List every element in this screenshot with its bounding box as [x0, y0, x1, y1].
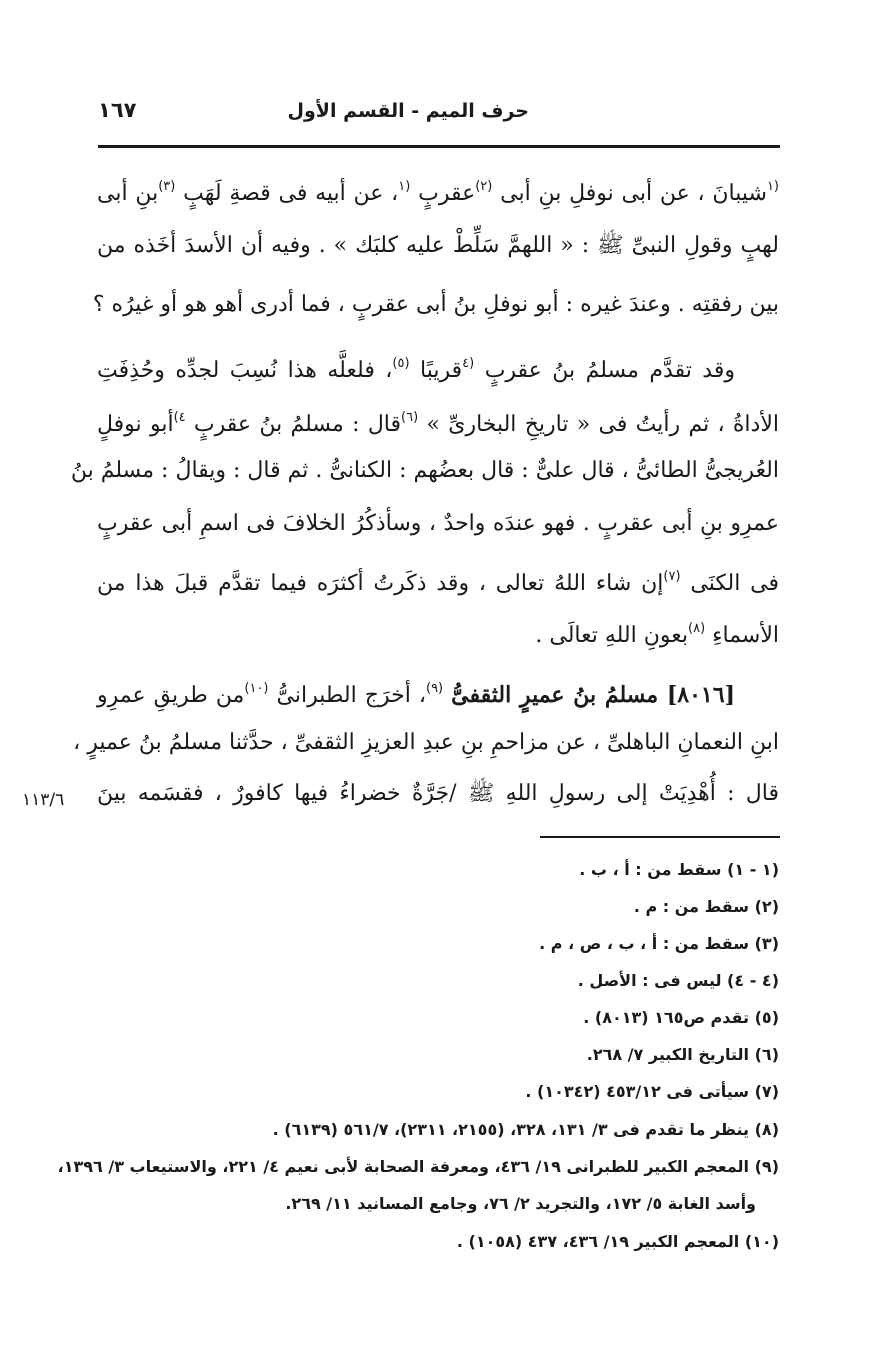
footnote-item: (١٠) المعجم الكبير ١٩/ ٤٣٦، ٤٣٧ (١٠٥٨) .: [456, 1232, 779, 1251]
body-text: ، عن أبيه فى قصةِ لَهَبٍ: [183, 181, 399, 206]
running-header-title: حرف الميم - القسم الأول: [287, 100, 529, 122]
header-rule: [98, 145, 780, 148]
body-line: [97, 349, 779, 386]
footnote-separator: [540, 836, 780, 838]
entry-heading: [٨٠١٦] مسلمُ بنُ عميرٍ الثقفىُّ: [451, 682, 735, 708]
footnote-item: وأسد الغابة ٥/ ١٧٢، والتجريد ٢/ ٧٦، وجامع المسانيد ١١/ ٢٦٩.: [285, 1194, 756, 1213]
body-line: [73, 728, 779, 758]
footnote-marker[interactable]: ٤): [173, 410, 186, 425]
body-line: [97, 172, 779, 209]
body-line: [97, 403, 779, 440]
body-text: عمرِو بنِ أبى عقربٍ . فهو عندَه واحدٌ ، وسأذكُرُ الخلافَ فى اسمِ أبى عقربٍ: [97, 511, 779, 536]
body-text: العُريجىُّ الطائىُّ ، قال علىٌّ : قال بعضُهم : الكنانىُّ . ثم قال : ويقالُ : مسلمُ بنُ: [70, 458, 779, 483]
body-text: الأسماءِ: [712, 623, 779, 648]
footnote-marker[interactable]: (١: [766, 179, 779, 194]
footnote-item: (١ - ١) سقط من : أ ، ب .: [579, 860, 779, 879]
footnote-item: (٥) تقدم ص١٦٥ (٨٠١٣) .: [583, 1008, 779, 1027]
body-line: [97, 779, 779, 809]
footnote-marker[interactable]: (٢): [475, 179, 493, 194]
body-text: إن شاء اللهُ تعالى ، وقد ذكَرتُ أكثرَه فيما تقدَّم قبلَ هذا من: [97, 571, 664, 596]
body-text: ، أخرَج الطبرانىُّ: [276, 683, 426, 708]
body-text: أبو نوفلٍ: [97, 412, 174, 437]
body-text: وقد تقدَّم مسلمُ بنُ عقربٍ: [484, 358, 735, 383]
body-text: قال : أُهْدِيَتْ إلى رسولِ اللهِ ﷺ /جَرَّةٌ خضراءُ فيها كافورٌ ، فقسَمه بينَ: [97, 781, 779, 806]
body-line: [97, 562, 779, 599]
body-line: [92, 290, 779, 320]
body-line: [97, 614, 779, 651]
footnote-marker[interactable]: (٧): [663, 569, 681, 584]
body-line: [97, 509, 779, 539]
body-text: شيبانَ ، عن أبى نوفلِ بنِ أبى: [500, 181, 767, 206]
footnote-item: (٤ - ٤) ليس فى : الأصل .: [577, 971, 779, 990]
footnote-marker[interactable]: (٩): [425, 681, 444, 696]
body-text: بنِ أبى: [97, 181, 159, 206]
footnote-marker[interactable]: (١٠): [244, 681, 269, 696]
body-text: الأداةُ ، ثم رأيتُ فى « تاريخِ البخارىِّ »: [426, 412, 779, 437]
footnote-item: (٩) المعجم الكبير للطبرانى ١٩/ ٤٣٦، ومعرفة الصحابة لأبى نعيم ٤/ ٢٢١، والاستيعاب ٣/ ١٣٩٦،: [57, 1157, 779, 1176]
body-text: لهبٍ وقولِ النبىِّ ﷺ : « اللهمَّ سَلِّطْ عليه كلبَك » . وفيه أن الأسدَ أخَذه من: [97, 233, 779, 258]
body-text: بين رفقتِه . وعندَ غيره : أبو نوفلِ بنُ أبى عقربٍ ، فما أدرى أهو هو أو غيرُه ؟: [92, 292, 779, 317]
footnote-item: (٦) التاريخ الكبير ٧/ ٢٦٨.: [586, 1045, 779, 1064]
footnote-item: (٨) ينظر ما تقدم فى ٣/ ١٣١، ٣٢٨، (٢١٥٥، ٢٣١١)، ٥٦١/٧ (٦١٣٩) .: [272, 1120, 779, 1139]
footnote-item: (٢) سقط من : م .: [633, 897, 779, 916]
body-text: قال : مسلمُ بنُ عقربٍ: [193, 412, 402, 437]
footnote-marker[interactable]: (٨): [688, 621, 706, 636]
body-text: قريبًا: [420, 358, 463, 383]
body-text: من طريقِ عمرِو: [97, 683, 245, 708]
body-line: [70, 456, 779, 486]
body-text: ، فلعلَّه هذا نُسِبَ لجدِّه وحُذِفَتِ: [97, 358, 393, 383]
body-text: فى الكنَى: [690, 571, 779, 596]
body-text: عقربٍ: [418, 181, 476, 206]
page-number: ١٦٧: [98, 98, 137, 122]
footnote-marker[interactable]: (١: [398, 179, 411, 194]
footnote-marker[interactable]: (٥): [392, 356, 410, 371]
footnote-marker[interactable]: (٤: [462, 356, 475, 371]
body-text: بعونِ اللهِ تعالَى .: [535, 623, 688, 648]
footnote-marker[interactable]: (٣): [158, 179, 176, 194]
footnote-item: (٣) سقط من : أ ، ب ، ص ، م .: [539, 934, 779, 953]
margin-reference: ١١٣/٦: [22, 790, 65, 810]
footnote-item: (٧) سيأتى فى ٤٥٣/١٢ (١٠٣٤٢) .: [525, 1082, 779, 1101]
body-line: [97, 231, 779, 261]
footnote-marker[interactable]: (٦): [401, 410, 419, 425]
body-text: ابنِ النعمانِ الباهلىِّ ، عن مزاحمِ بنِ عبدِ العزيزِ الثقفىِّ ، حدَّثنا مسلمُ بنُ عميرٍ ،: [73, 730, 779, 755]
entry-heading-line: [97, 674, 779, 711]
